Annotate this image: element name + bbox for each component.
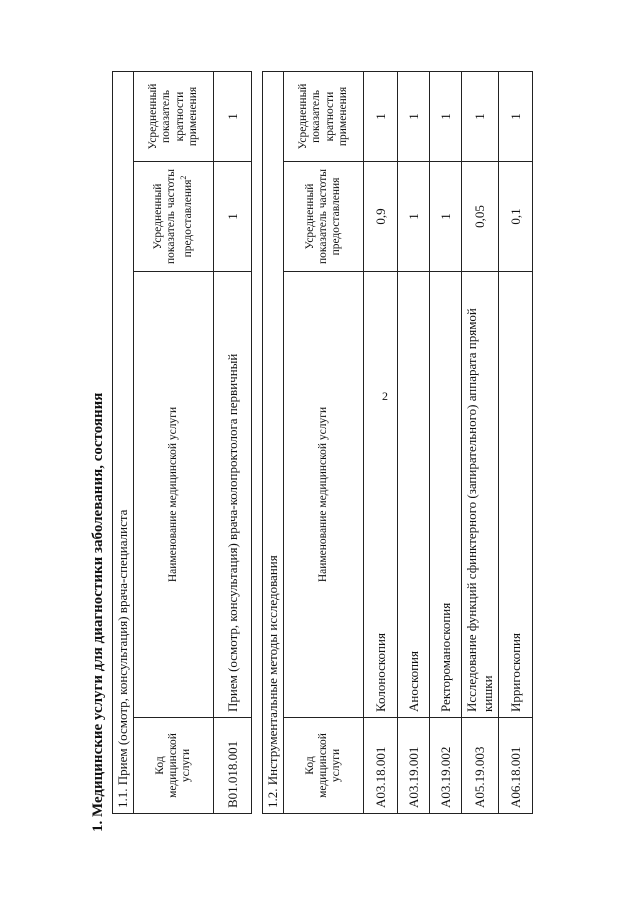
service-code: A03.18.001 <box>364 718 398 814</box>
service-multiplicity: 1 <box>398 71 430 161</box>
header-code: Код медицинской услуги <box>134 718 214 814</box>
service-frequency: 1 <box>214 162 252 272</box>
service-multiplicity: 1 <box>364 71 398 161</box>
section-title: 1. Медицинские услуги для диагностики заболевания, состояния <box>90 392 106 832</box>
service-frequency: 0,1 <box>499 162 533 272</box>
table-caption: 1.2. Инструментальные методы исследования <box>263 71 284 813</box>
footnote-marker: 2 <box>178 175 188 180</box>
service-name: Ректороманоскопия <box>430 272 462 718</box>
table-row <box>364 71 398 813</box>
service-frequency: 0,9 <box>364 162 398 272</box>
header-frequency <box>134 162 214 272</box>
service-name: Аноскопия <box>398 272 430 718</box>
table-row <box>430 71 462 813</box>
service-multiplicity: 1 <box>214 71 252 161</box>
service-code: B01.018.001 <box>214 718 252 814</box>
table-row <box>462 71 499 813</box>
instrumental-methods-table <box>262 71 533 814</box>
table-caption: 1.1. Прием (осмотр, консультация) врача-специалиста <box>113 71 134 813</box>
service-frequency: 0,05 <box>462 162 499 272</box>
header-frequency-text: Усредненный показатель частоты предоставления <box>152 169 194 264</box>
service-code: A03.19.002 <box>430 718 462 814</box>
header-name: Наименование медицинской услуги <box>134 272 214 718</box>
header-multiplicity: Усредненный показатель кратности применения <box>134 71 214 161</box>
table-caption-row <box>263 71 284 813</box>
service-multiplicity: 1 <box>499 71 533 161</box>
page-number: 2 <box>382 389 388 403</box>
consultation-table <box>112 71 252 814</box>
service-name: Прием (осмотр, консультация) врача-колопроктолога первичный <box>214 272 252 718</box>
header-name: Наименование медицинской услуги <box>284 272 364 718</box>
service-code: A06.18.001 <box>499 718 533 814</box>
service-multiplicity: 1 <box>430 71 462 161</box>
service-frequency: 1 <box>398 162 430 272</box>
table-header-row <box>134 71 214 813</box>
service-name: Исследование функций сфинктерного (запирательного) аппарата прямой кишки <box>462 272 499 718</box>
service-multiplicity: 1 <box>462 71 499 161</box>
service-code: A05.19.003 <box>462 718 499 814</box>
table-row <box>398 71 430 813</box>
table-caption-row <box>113 71 134 813</box>
header-multiplicity: Усредненный показатель кратности применения <box>284 71 364 161</box>
service-name: Ирригоскопия <box>499 272 533 718</box>
document-sheet <box>90 72 550 832</box>
service-frequency: 1 <box>430 162 462 272</box>
table-row <box>499 71 533 813</box>
service-name: Колоноскопия <box>364 272 398 718</box>
table-row <box>214 71 252 813</box>
table-header-row <box>284 71 364 813</box>
header-frequency: Усредненный показатель частоты предоставления <box>284 162 364 272</box>
header-code: Код медицинской услуги <box>284 718 364 814</box>
service-code: A03.19.001 <box>398 718 430 814</box>
